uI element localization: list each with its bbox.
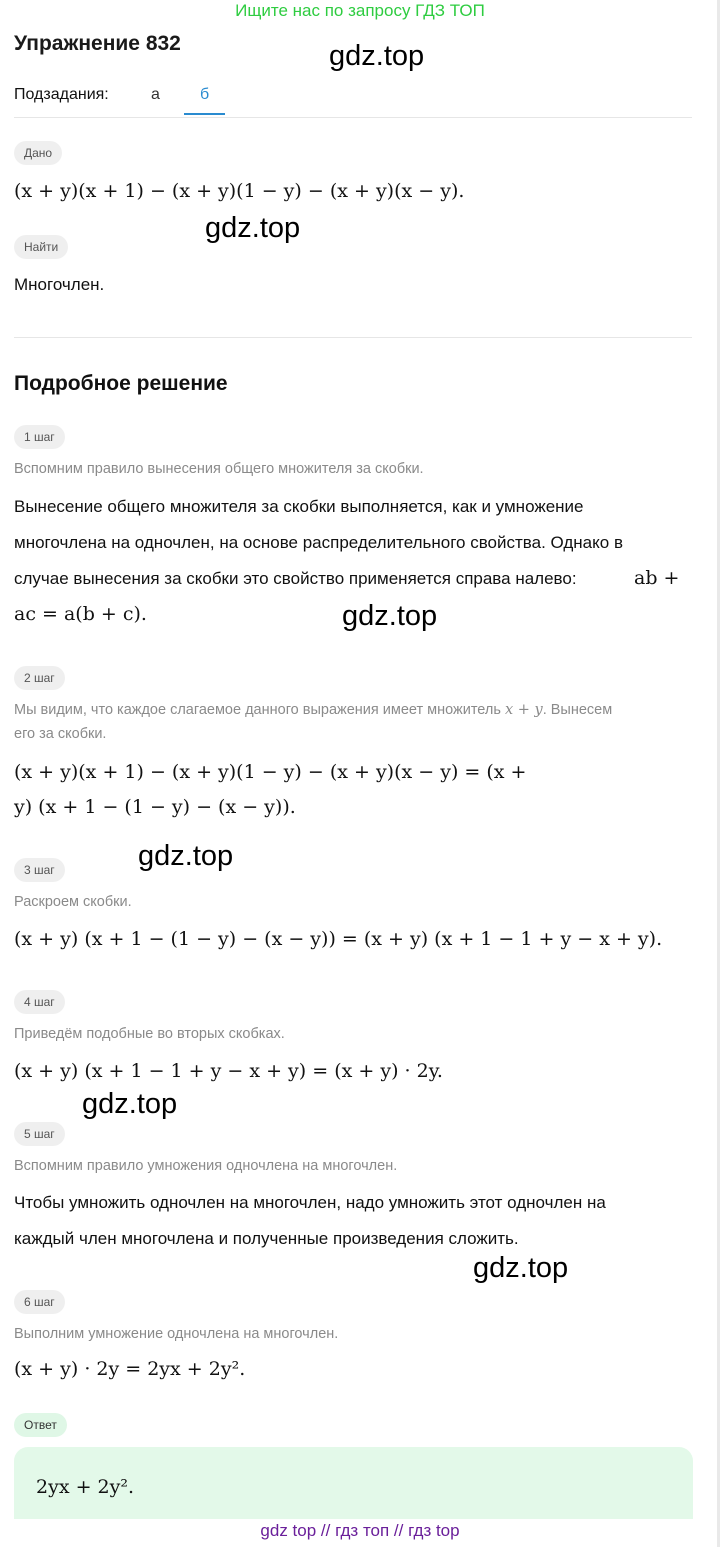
step-math: y) (x + 1 − (1 − y) − (x − y)). — [14, 796, 296, 818]
page-title: Упражнение 832 — [14, 32, 181, 55]
step-text: многочлена на одночлен, на основе распределительного свойства. Однако в — [14, 533, 623, 552]
step-hint: Мы видим, что каждое слагаемое данного выражения имеет множитель x + y. Вынесем — [14, 702, 613, 718]
answer-badge: Ответ — [14, 1413, 67, 1437]
promo-banner: Ищите нас по запросу ГДЗ ТОП — [235, 1, 485, 20]
watermark: gdz.top — [329, 40, 425, 72]
step-math: (x + y) · 2y = 2yx + 2y². — [14, 1358, 246, 1380]
active-tab-indicator — [184, 113, 225, 115]
watermark: gdz.top — [473, 1252, 569, 1284]
watermark: gdz.top — [342, 600, 438, 632]
step-text: Чтобы умножить одночлен на многочлен, надо умножить этот одночлен на — [14, 1193, 606, 1212]
formula-part: ab + — [634, 567, 680, 589]
step-badge: 5 шаг — [14, 1122, 65, 1146]
formula-part: ac = a(b + c). — [14, 603, 147, 625]
step-badge: 4 шаг — [14, 990, 65, 1014]
step-hint: Вспомним правило умножения одночлена на многочлен. — [14, 1158, 398, 1174]
find-badge: Найти — [14, 235, 68, 259]
step-math: (x + y) (x + 1 − 1 + y − x + y) = (x + y) · 2y. — [14, 1060, 443, 1082]
step-math: (x + y) (x + 1 − (1 − y) − (x − y)) = (x + y) (x + 1 − 1 + y − x + y). — [14, 928, 663, 950]
watermark: gdz.top — [138, 840, 234, 872]
step-math: (x + y)(x + 1) − (x + y)(1 − y) − (x + y)(x − y) = (x + — [14, 761, 527, 783]
divider — [14, 337, 692, 338]
tab-b[interactable]: б — [200, 86, 210, 103]
step-text: случае вынесения за скобки это свойство применяется справа налево: — [14, 569, 577, 588]
tab-a[interactable]: а — [151, 86, 160, 103]
step-text: Вынесение общего множителя за скобки выполняется, как и умножение — [14, 497, 584, 516]
step-badge: 1 шаг — [14, 425, 65, 449]
watermark: gdz.top — [205, 212, 301, 244]
step-badge: 6 шаг — [14, 1290, 65, 1314]
divider — [14, 117, 692, 118]
step-hint: Раскроем скобки. — [14, 894, 132, 910]
watermark: gdz.top — [82, 1088, 178, 1120]
step-badge: 3 шаг — [14, 858, 65, 882]
step-text: каждый член многочлена и полученные произведения сложить. — [14, 1229, 519, 1248]
step-hint: Выполним умножение одночлена на многочлен. — [14, 1326, 339, 1342]
given-badge: Дано — [14, 141, 62, 165]
step-hint: Приведём подобные во вторых скобках. — [14, 1026, 285, 1042]
footer-links[interactable]: gdz top // гдз топ // гдз top — [260, 1521, 460, 1540]
solution-heading: Подробное решение — [14, 372, 228, 395]
subtasks-label: Подзадания: — [14, 86, 109, 103]
find-text: Многочлен. — [14, 275, 105, 294]
step-hint: Вспомним правило вынесения общего множителя за скобки. — [14, 461, 424, 477]
step-hint: его за скобки. — [14, 726, 107, 742]
step-badge: 2 шаг — [14, 666, 65, 690]
given-expression: (x + y)(x + 1) − (x + y)(1 − y) − (x + y)(x − y). — [14, 180, 465, 202]
answer-expression: 2yx + 2y². — [36, 1476, 135, 1498]
